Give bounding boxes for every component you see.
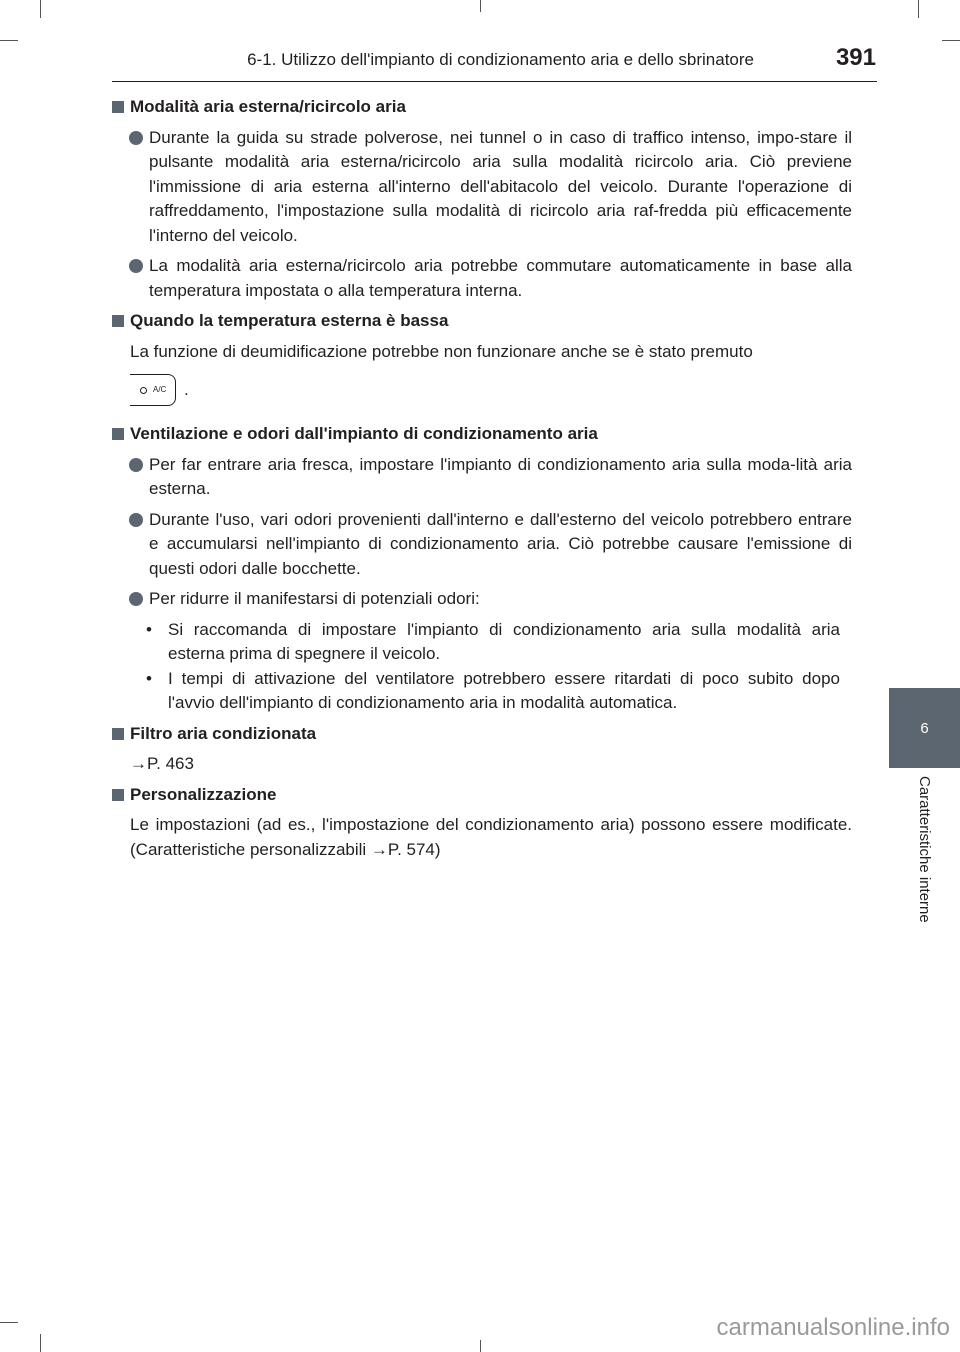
section-aria-esterna bbox=[112, 95, 852, 120]
crop-mark bbox=[918, 0, 919, 18]
ac-button-label: A/C bbox=[153, 384, 167, 394]
circle-bullet-icon bbox=[129, 592, 143, 606]
ac-button-row bbox=[112, 370, 852, 410]
square-bullet-icon bbox=[112, 101, 124, 113]
item-text: La modalità aria esterna/ricircolo aria potrebbe commutare automaticamente in base alla temperatura impostata o alla temperatura interna. bbox=[149, 256, 852, 300]
watermark: carmanualsonline.info bbox=[716, 1314, 950, 1341]
section-heading: Ventilazione e odori dall'impianto di condizionamento aria bbox=[130, 424, 598, 443]
chapter-tab bbox=[889, 688, 960, 768]
crop-mark bbox=[0, 40, 18, 41]
sub-bullet: • bbox=[146, 619, 152, 639]
square-bullet-icon bbox=[112, 428, 124, 440]
sub-item bbox=[112, 618, 852, 667]
section-personalizzazione bbox=[112, 783, 852, 808]
indicator-light-icon bbox=[140, 387, 147, 394]
ac-button-icon bbox=[130, 374, 176, 406]
list-item bbox=[112, 126, 852, 249]
crop-mark bbox=[480, 0, 481, 12]
header-title: 6-1. Utilizzo dell'impianto di condizionamento aria e dello sbrinatore bbox=[247, 50, 754, 69]
paragraph: La funzione di deumidificazione potrebbe non funzionare anche se è stato premuto bbox=[130, 341, 753, 361]
circle-bullet-icon bbox=[129, 458, 143, 472]
item-text: Per far entrare aria fresca, impostare l'impianto di condizionamento aria sulla moda-lità aria esterna. bbox=[149, 454, 852, 498]
section-filtro bbox=[112, 722, 852, 747]
paragraph: Le impostazioni (ad es., l'impostazione del condizionamento aria) possono essere modificate. (Caratteristiche personalizzabili →P. 574) bbox=[130, 815, 852, 859]
section-heading: Quando la temperatura esterna è bassa bbox=[130, 311, 449, 330]
item-text: Per ridurre il manifestarsi di potenziali odori: bbox=[149, 589, 480, 608]
ac-button-suffix: . bbox=[184, 379, 189, 399]
section-heading: Filtro aria condizionata bbox=[130, 723, 317, 743]
crop-mark bbox=[40, 0, 41, 18]
crop-mark bbox=[0, 1322, 18, 1323]
item-text: Durante la guida su strade polverose, nei tunnel o in caso di traffico intenso, impo-stare il pulsante modalità aria esterna/ricircolo aria sulla modalità ricircolo aria. Ciò previene l'immissione di aria esterna all'interno dell'abitacolo del veicolo. Durante l'operazione di raffreddamento, l'impostazione sulla modalità di ricircolo aria raf-fredda più efficacemente l'interno del veicolo. bbox=[149, 127, 852, 245]
section-temperatura-bassa bbox=[112, 309, 852, 334]
chapter-label-wrap bbox=[889, 770, 960, 960]
circle-bullet-icon bbox=[129, 259, 143, 273]
circle-bullet-icon bbox=[129, 131, 143, 145]
section-heading: Personalizzazione bbox=[130, 784, 277, 804]
crop-mark bbox=[942, 40, 960, 41]
chapter-label: Caratteristiche interne bbox=[916, 776, 933, 923]
sub-bullet: • bbox=[146, 668, 152, 688]
square-bullet-icon bbox=[112, 789, 124, 801]
sub-item-text: Si raccomanda di impostare l'impianto di condizionamento aria sulla modalità aria esterna prima di spegnere il veicolo. bbox=[168, 619, 840, 663]
square-bullet-icon bbox=[112, 728, 124, 740]
header-rule bbox=[112, 81, 877, 82]
square-bullet-icon bbox=[112, 315, 124, 327]
page-number: 391 bbox=[835, 44, 876, 71]
section-heading: Modalità aria esterna/ricircolo aria bbox=[130, 97, 406, 116]
page-reference: →P. 463 bbox=[130, 754, 194, 773]
sub-item-text: I tempi di attivazione del ventilatore potrebbero essere ritardati di poco subito dopo l'avvio dell'impianto di condizionamento aria in modalità automatica. bbox=[168, 668, 840, 712]
crop-mark bbox=[480, 1340, 481, 1352]
list-item bbox=[112, 254, 852, 303]
list-item bbox=[112, 587, 852, 612]
sub-item bbox=[112, 667, 852, 716]
item-text: Durante l'uso, vari odori provenienti dall'interno e dall'esterno del veicolo potrebbero entrare e accumularsi nell'impianto di condizionamento aria. Ciò potrebbe causare l'emissione di questi odori dalle bocchette. bbox=[149, 509, 852, 578]
chapter-number: 6 bbox=[920, 719, 929, 737]
crop-mark bbox=[40, 1334, 41, 1352]
list-item bbox=[112, 453, 852, 502]
body-text bbox=[112, 95, 852, 868]
list-item bbox=[112, 508, 852, 582]
circle-bullet-icon bbox=[129, 513, 143, 527]
section-ventilazione bbox=[112, 422, 852, 447]
